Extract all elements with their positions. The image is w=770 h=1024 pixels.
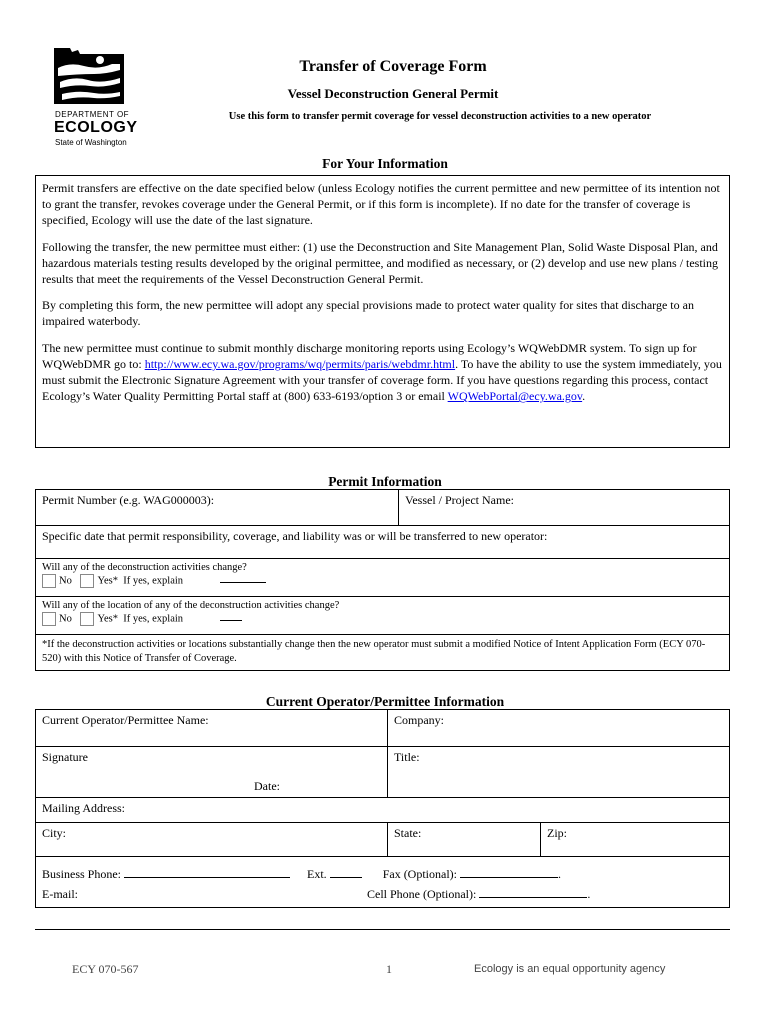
location-yes-checkbox[interactable]: [80, 612, 94, 626]
activities-yes-checkbox[interactable]: [80, 574, 94, 588]
signature-field[interactable]: [36, 747, 388, 798]
logo-department-text: DEPARTMENT OF: [55, 110, 130, 119]
city-field[interactable]: [36, 823, 388, 857]
activities-no-label: No: [59, 575, 72, 587]
location-if-yes-label: If yes, explain: [123, 613, 184, 625]
footer-form-number: ECY 070-567: [72, 962, 139, 976]
permit-number-label: Permit Number (e.g. WAG000003):: [42, 493, 215, 507]
mailing-address-label: Mailing Address:: [42, 801, 125, 815]
info-paragraph-4: [42, 340, 723, 405]
company-label: Company:: [394, 713, 444, 727]
location-explain-line[interactable]: [220, 620, 242, 621]
permit-number-field[interactable]: [36, 490, 399, 526]
mailing-address-field[interactable]: [36, 798, 730, 823]
logo-state-text: State of Washington: [55, 138, 127, 147]
title-field[interactable]: [388, 747, 730, 798]
info-paragraph-1: Permit transfers are effective on the date specified below (unless Ecology notifies the current permittee and new permittee of its intention not to grant the transfer, revokes coverage under the General Permit, or if this form is incomplete). If no date for the transfer of coverage is specified, Ecology will use the date of the last signature.: [42, 181, 720, 228]
company-field[interactable]: [388, 710, 730, 747]
footer-statement: Ecology is an equal opportunity agency: [474, 963, 666, 975]
location-no-label: No: [59, 613, 72, 625]
substantial-change-note: [36, 635, 730, 671]
state-label: State:: [394, 826, 422, 840]
form-usage-note: Use this form to transfer permit coverage for vessel deconstruction activities to a new operator: [228, 111, 652, 122]
logo-ecology-text: ECOLOGY: [54, 119, 138, 136]
info-box: [35, 175, 730, 448]
operator-heading: Current Operator/Permittee Information: [265, 694, 505, 709]
info-p4-text-a: The new permittee must continue to submit monthly discharge monitoring reports using Ecology’s WQWebDMR system. To sign up for WQWebDMR go to:: [42, 340, 697, 371]
activities-no-checkbox[interactable]: [42, 574, 56, 588]
location-no-checkbox[interactable]: [42, 612, 56, 626]
vessel-name-label: Vessel / Project Name:: [405, 493, 514, 507]
info-p4-text-b: . To have the ability to use the system immediately, you must submit the Electronic Signature Agreement with your transfer of coverage form. If you have questions regarding this process, contact Ecology’s Water Quality Permitting Portal staff at (800) 633-6193/option 3 or email: [42, 356, 722, 404]
email-label: E-mail:: [42, 886, 78, 901]
activities-yes-label: Yes*: [97, 575, 118, 587]
info-heading: For Your Information: [322, 156, 448, 171]
permit-table: [35, 489, 730, 671]
cell-phone-group: Cell Phone (Optional): .: [367, 886, 591, 901]
location-change-label: Will any of the location of any of the deconstruction activities change?: [42, 600, 340, 611]
info-paragraph-3: By completing this form, the new permittee will adopt any special provisions made to protect water quality for sites that discharge to an impaired waterbody.: [42, 298, 694, 329]
city-label: City:: [42, 826, 67, 840]
ext-line[interactable]: [330, 877, 362, 878]
operator-table: [35, 709, 730, 908]
email-row: [36, 884, 730, 908]
vessel-name-field[interactable]: [399, 490, 730, 526]
operator-name-field[interactable]: [36, 710, 388, 747]
ext-label: Ext.: [307, 866, 327, 881]
info-paragraph-2: Following the transfer, the new permittee must either: (1) use the Deconstruction and Site Management Plan, Solid Waste Disposal Plan, and hazardous materials testing results developed by the original permittee, and modified as necessary, or (2) develop and use new plans / testing results that meet the requirements of the Vessel Deconstruction General Permit.: [42, 239, 719, 287]
activities-change-question: [36, 559, 730, 597]
business-phone-line[interactable]: [124, 877, 290, 878]
signature-date-label: Date:: [254, 779, 280, 793]
substantial-change-note-text: *If the deconstruction activities or locations substantially change then the new operator must submit a modified Notice of Intent Application Form (ECY 070-520) with this Notice of Transfer of Coverage.: [42, 639, 706, 664]
business-phone-label: Business Phone:: [42, 866, 122, 881]
footer-divider: [35, 929, 730, 930]
activities-change-label: Will any of the deconstruction activities change?: [42, 562, 247, 573]
state-field[interactable]: [388, 823, 541, 857]
fax-line[interactable]: [460, 877, 558, 878]
info-p4-text-c: .: [582, 389, 586, 404]
transfer-date-label: Specific date that permit responsibility, coverage, and liability was or will be transferred to new operator:: [42, 529, 548, 543]
transfer-date-field[interactable]: [36, 526, 730, 559]
form-title: Transfer of Coverage Form: [299, 58, 487, 75]
fax-label: Fax (Optional):: [382, 866, 458, 881]
location-change-question: [36, 597, 730, 635]
webportal-email-link[interactable]: WQWebPortal@ecy.wa.gov: [447, 389, 583, 404]
permit-heading: Permit Information: [328, 474, 442, 489]
zip-label: Zip:: [547, 826, 567, 840]
phone-row: Business Phone: Ext. Fax (Optional): .: [36, 857, 730, 884]
form-subtitle: Vessel Deconstruction General Permit: [287, 86, 499, 101]
operator-name-label: Current Operator/Permittee Name:: [42, 713, 209, 727]
zip-field[interactable]: [541, 823, 730, 857]
cell-phone-line[interactable]: [479, 897, 587, 898]
cell-phone-label: Cell Phone (Optional):: [367, 886, 477, 901]
activities-if-yes-label: If yes, explain: [123, 575, 184, 587]
webdmr-link[interactable]: http://www.ecy.wa.gov/programs/wq/permits/paris/webdmr.html: [144, 356, 456, 371]
location-yes-label: Yes*: [97, 613, 118, 625]
signature-label: Signature: [42, 750, 88, 764]
activities-explain-line[interactable]: [220, 582, 266, 583]
title-label: Title:: [394, 750, 420, 764]
footer-page-number: 1: [386, 962, 392, 976]
